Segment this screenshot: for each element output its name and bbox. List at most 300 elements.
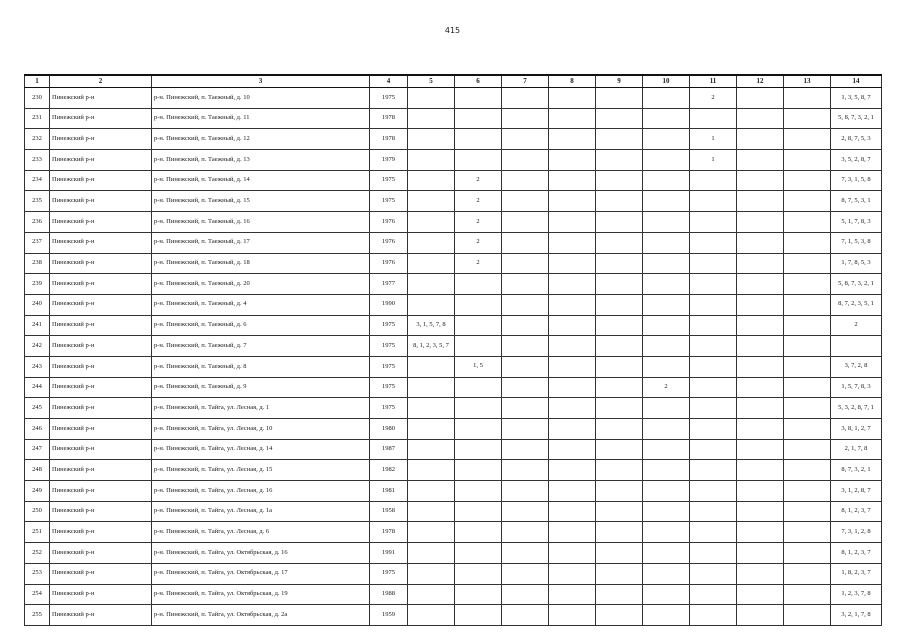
- address-cell: р-н. Пинежский, п. Тайга, ул. Лесная, д. 15: [152, 460, 370, 481]
- table-row: [25, 294, 882, 315]
- col-11-cell: [690, 460, 737, 481]
- year-cell: 1975: [370, 88, 408, 109]
- year-cell: 1975: [370, 191, 408, 212]
- district-cell: Пинежский р-н: [50, 563, 152, 584]
- col-8-cell: [549, 481, 596, 502]
- col-13-cell: [784, 563, 831, 584]
- col-13-cell: [784, 605, 831, 626]
- col-8-cell: [549, 232, 596, 253]
- col-11-cell: 1: [690, 129, 737, 150]
- col-7-cell: [502, 232, 549, 253]
- col-14-cell: 2, 8, 7, 5, 3: [831, 129, 882, 150]
- col-14-cell: 1, 5, 7, 8, 3: [831, 377, 882, 398]
- col-8-cell: [549, 460, 596, 481]
- table-row: [25, 150, 882, 171]
- column-header: 4: [370, 75, 408, 88]
- col-5-cell: [408, 274, 455, 295]
- col-6-cell: [455, 460, 502, 481]
- row-number-cell: 254: [25, 584, 50, 605]
- address-cell: р-н. Пинежский, п. Таежный, д. 11: [152, 108, 370, 129]
- col-11-cell: 2: [690, 88, 737, 109]
- housing-registry-table: [24, 74, 882, 626]
- row-number-cell: 236: [25, 212, 50, 233]
- col-12-cell: [737, 605, 784, 626]
- column-header: 11: [690, 75, 737, 88]
- col-10-cell: [643, 419, 690, 440]
- col-5-cell: [408, 605, 455, 626]
- col-5-cell: [408, 522, 455, 543]
- col-6-cell: [455, 274, 502, 295]
- table-row: [25, 212, 882, 233]
- column-header: 6: [455, 75, 502, 88]
- col-14-cell: 3, 8, 1, 2, 7: [831, 419, 882, 440]
- col-11-cell: [690, 543, 737, 564]
- col-10-cell: [643, 563, 690, 584]
- col-6-cell: 2: [455, 170, 502, 191]
- table-row: [25, 129, 882, 150]
- col-6-cell: [455, 150, 502, 171]
- col-8-cell: [549, 150, 596, 171]
- col-10-cell: [643, 150, 690, 171]
- col-13-cell: [784, 419, 831, 440]
- col-11-cell: [690, 501, 737, 522]
- col-6-cell: 2: [455, 253, 502, 274]
- col-6-cell: [455, 563, 502, 584]
- year-cell: 1978: [370, 108, 408, 129]
- year-cell: 1975: [370, 563, 408, 584]
- col-8-cell: [549, 439, 596, 460]
- district-cell: Пинежский р-н: [50, 501, 152, 522]
- col-8-cell: [549, 315, 596, 336]
- col-7-cell: [502, 398, 549, 419]
- col-11-cell: [690, 274, 737, 295]
- year-cell: 1987: [370, 439, 408, 460]
- col-10-cell: [643, 460, 690, 481]
- table-row: [25, 356, 882, 377]
- table-row: [25, 522, 882, 543]
- col-5-cell: 8, 1, 2, 3, 5, 7: [408, 336, 455, 357]
- col-12-cell: [737, 232, 784, 253]
- col-6-cell: [455, 605, 502, 626]
- col-13-cell: [784, 522, 831, 543]
- col-14-cell: 1, 8, 2, 3, 7: [831, 563, 882, 584]
- col-12-cell: [737, 294, 784, 315]
- row-number-cell: 246: [25, 419, 50, 440]
- district-cell: Пинежский р-н: [50, 274, 152, 295]
- col-11-cell: [690, 377, 737, 398]
- col-5-cell: [408, 108, 455, 129]
- col-10-cell: [643, 439, 690, 460]
- row-number-cell: 250: [25, 501, 50, 522]
- col-10-cell: [643, 522, 690, 543]
- address-cell: р-н. Пинежский, п. Тайга, ул. Лесная, д. 16: [152, 481, 370, 502]
- address-cell: р-н. Пинежский, п. Таежный, д. 10: [152, 88, 370, 109]
- col-11-cell: [690, 605, 737, 626]
- col-7-cell: [502, 543, 549, 564]
- row-number-cell: 251: [25, 522, 50, 543]
- col-9-cell: [596, 253, 643, 274]
- col-7-cell: [502, 563, 549, 584]
- col-8-cell: [549, 563, 596, 584]
- row-number-cell: 248: [25, 460, 50, 481]
- col-13-cell: [784, 191, 831, 212]
- col-9-cell: [596, 212, 643, 233]
- col-14-cell: 5, 3, 2, 8, 7, 1: [831, 398, 882, 419]
- table-row: [25, 481, 882, 502]
- row-number-cell: 241: [25, 315, 50, 336]
- col-5-cell: 3, 1, 5, 7, 8: [408, 315, 455, 336]
- col-13-cell: [784, 584, 831, 605]
- year-cell: 1980: [370, 419, 408, 440]
- col-5-cell: [408, 439, 455, 460]
- district-cell: Пинежский р-н: [50, 150, 152, 171]
- column-header: 14: [831, 75, 882, 88]
- table-row: [25, 88, 882, 109]
- address-cell: р-н. Пинежский, п. Тайга, ул. Лесная, д. 14: [152, 439, 370, 460]
- col-14-cell: 5, 8, 7, 3, 2, 1: [831, 108, 882, 129]
- column-header: 10: [643, 75, 690, 88]
- col-10-cell: [643, 191, 690, 212]
- col-11-cell: [690, 212, 737, 233]
- district-cell: Пинежский р-н: [50, 108, 152, 129]
- col-14-cell: 8, 1, 2, 3, 7: [831, 543, 882, 564]
- col-12-cell: [737, 439, 784, 460]
- col-7-cell: [502, 88, 549, 109]
- address-cell: р-н. Пинежский, п. Таежный, д. 7: [152, 336, 370, 357]
- table-row: [25, 315, 882, 336]
- address-cell: р-н. Пинежский, п. Тайга, ул. Лесная, д. 1а: [152, 501, 370, 522]
- col-9-cell: [596, 522, 643, 543]
- col-9-cell: [596, 129, 643, 150]
- col-5-cell: [408, 501, 455, 522]
- district-cell: Пинежский р-н: [50, 294, 152, 315]
- col-7-cell: [502, 439, 549, 460]
- row-number-cell: 243: [25, 356, 50, 377]
- col-9-cell: [596, 336, 643, 357]
- col-7-cell: [502, 336, 549, 357]
- col-6-cell: [455, 481, 502, 502]
- table-row: [25, 460, 882, 481]
- column-header: 13: [784, 75, 831, 88]
- col-13-cell: [784, 501, 831, 522]
- col-5-cell: [408, 481, 455, 502]
- col-6-cell: [455, 439, 502, 460]
- address-cell: р-н. Пинежский, п. Таежный, д. 14: [152, 170, 370, 191]
- address-cell: р-н. Пинежский, п. Таежный, д. 6: [152, 315, 370, 336]
- col-13-cell: [784, 543, 831, 564]
- address-cell: р-н. Пинежский, п. Таежный, д. 16: [152, 212, 370, 233]
- col-9-cell: [596, 150, 643, 171]
- col-8-cell: [549, 419, 596, 440]
- col-6-cell: [455, 294, 502, 315]
- col-11-cell: [690, 563, 737, 584]
- col-11-cell: [690, 439, 737, 460]
- registry-body: [25, 88, 882, 626]
- district-cell: Пинежский р-н: [50, 232, 152, 253]
- column-header: 9: [596, 75, 643, 88]
- col-8-cell: [549, 253, 596, 274]
- col-6-cell: [455, 543, 502, 564]
- col-13-cell: [784, 253, 831, 274]
- address-cell: р-н. Пинежский, п. Таежный, д. 4: [152, 294, 370, 315]
- col-13-cell: [784, 315, 831, 336]
- col-13-cell: [784, 336, 831, 357]
- col-10-cell: [643, 232, 690, 253]
- col-11-cell: [690, 232, 737, 253]
- col-6-cell: [455, 398, 502, 419]
- col-12-cell: [737, 274, 784, 295]
- col-14-cell: 8, 7, 3, 2, 1: [831, 460, 882, 481]
- col-5-cell: [408, 543, 455, 564]
- col-5-cell: [408, 212, 455, 233]
- col-7-cell: [502, 356, 549, 377]
- col-5-cell: [408, 253, 455, 274]
- col-6-cell: [455, 419, 502, 440]
- col-7-cell: [502, 294, 549, 315]
- col-7-cell: [502, 481, 549, 502]
- col-11-cell: [690, 419, 737, 440]
- col-5-cell: [408, 88, 455, 109]
- col-9-cell: [596, 584, 643, 605]
- address-cell: р-н. Пинежский, п. Тайга, ул. Лесная, д. 10: [152, 419, 370, 440]
- col-9-cell: [596, 460, 643, 481]
- table-row: [25, 563, 882, 584]
- col-7-cell: [502, 170, 549, 191]
- col-5-cell: [408, 150, 455, 171]
- column-header: 2: [50, 75, 152, 88]
- col-8-cell: [549, 170, 596, 191]
- col-10-cell: [643, 605, 690, 626]
- row-number-cell: 244: [25, 377, 50, 398]
- year-cell: 1979: [370, 150, 408, 171]
- year-cell: 1975: [370, 356, 408, 377]
- year-cell: 1975: [370, 315, 408, 336]
- col-10-cell: [643, 336, 690, 357]
- col-14-cell: 7, 3, 1, 5, 8: [831, 170, 882, 191]
- address-cell: р-н. Пинежский, п. Таежный, д. 12: [152, 129, 370, 150]
- col-14-cell: 3, 7, 2, 8: [831, 356, 882, 377]
- col-13-cell: [784, 377, 831, 398]
- col-14-cell: [831, 336, 882, 357]
- col-5-cell: [408, 460, 455, 481]
- col-12-cell: [737, 584, 784, 605]
- row-number-cell: 231: [25, 108, 50, 129]
- district-cell: Пинежский р-н: [50, 356, 152, 377]
- col-8-cell: [549, 584, 596, 605]
- col-6-cell: [455, 315, 502, 336]
- column-header: 12: [737, 75, 784, 88]
- col-14-cell: 2: [831, 315, 882, 336]
- address-cell: р-н. Пинежский, п. Тайга, ул. Лесная, д. 1: [152, 398, 370, 419]
- table-row: [25, 232, 882, 253]
- col-14-cell: 7, 1, 5, 3, 8: [831, 232, 882, 253]
- col-14-cell: 8, 7, 2, 3, 5, 1: [831, 294, 882, 315]
- col-11-cell: [690, 336, 737, 357]
- col-14-cell: 5, 1, 7, 8, 3: [831, 212, 882, 233]
- col-10-cell: [643, 88, 690, 109]
- col-5-cell: [408, 563, 455, 584]
- col-12-cell: [737, 191, 784, 212]
- col-12-cell: [737, 398, 784, 419]
- col-12-cell: [737, 377, 784, 398]
- col-10-cell: [643, 481, 690, 502]
- col-11-cell: [690, 294, 737, 315]
- col-9-cell: [596, 315, 643, 336]
- column-header: 8: [549, 75, 596, 88]
- col-13-cell: [784, 170, 831, 191]
- year-cell: 1978: [370, 522, 408, 543]
- col-6-cell: [455, 88, 502, 109]
- col-9-cell: [596, 274, 643, 295]
- page-number: 415: [444, 26, 461, 35]
- address-cell: р-н. Пинежский, п. Таежный, д. 9: [152, 377, 370, 398]
- col-12-cell: [737, 212, 784, 233]
- district-cell: Пинежский р-н: [50, 398, 152, 419]
- col-14-cell: 7, 3, 1, 2, 8: [831, 522, 882, 543]
- col-12-cell: [737, 543, 784, 564]
- table-row: [25, 398, 882, 419]
- col-13-cell: [784, 129, 831, 150]
- district-cell: Пинежский р-н: [50, 253, 152, 274]
- col-8-cell: [549, 356, 596, 377]
- year-cell: 1958: [370, 501, 408, 522]
- column-header: 7: [502, 75, 549, 88]
- col-10-cell: [643, 398, 690, 419]
- table-row: [25, 605, 882, 626]
- year-cell: 1977: [370, 274, 408, 295]
- col-7-cell: [502, 522, 549, 543]
- col-8-cell: [549, 212, 596, 233]
- col-10-cell: [643, 253, 690, 274]
- row-number-cell: 230: [25, 88, 50, 109]
- col-8-cell: [549, 274, 596, 295]
- table-row: [25, 336, 882, 357]
- row-number-cell: 247: [25, 439, 50, 460]
- district-cell: Пинежский р-н: [50, 605, 152, 626]
- row-number-cell: 242: [25, 336, 50, 357]
- table-row: [25, 584, 882, 605]
- col-5-cell: [408, 356, 455, 377]
- col-14-cell: 3, 1, 2, 8, 7: [831, 481, 882, 502]
- district-cell: Пинежский р-н: [50, 543, 152, 564]
- col-13-cell: [784, 439, 831, 460]
- col-6-cell: [455, 501, 502, 522]
- col-14-cell: 1, 3, 5, 8, 7: [831, 88, 882, 109]
- year-cell: 1978: [370, 129, 408, 150]
- year-cell: 1976: [370, 212, 408, 233]
- district-cell: Пинежский р-н: [50, 419, 152, 440]
- address-cell: р-н. Пинежский, п. Таежный, д. 15: [152, 191, 370, 212]
- col-5-cell: [408, 170, 455, 191]
- col-8-cell: [549, 605, 596, 626]
- year-cell: 1981: [370, 481, 408, 502]
- district-cell: Пинежский р-н: [50, 522, 152, 543]
- col-8-cell: [549, 543, 596, 564]
- col-6-cell: [455, 336, 502, 357]
- col-7-cell: [502, 191, 549, 212]
- table-row: [25, 108, 882, 129]
- col-10-cell: [643, 584, 690, 605]
- col-13-cell: [784, 108, 831, 129]
- col-8-cell: [549, 108, 596, 129]
- col-14-cell: 1, 7, 8, 5, 3: [831, 253, 882, 274]
- year-cell: 1976: [370, 253, 408, 274]
- col-6-cell: [455, 584, 502, 605]
- column-header: 1: [25, 75, 50, 88]
- col-11-cell: 1: [690, 150, 737, 171]
- col-12-cell: [737, 563, 784, 584]
- col-7-cell: [502, 501, 549, 522]
- col-9-cell: [596, 294, 643, 315]
- col-13-cell: [784, 150, 831, 171]
- col-8-cell: [549, 336, 596, 357]
- district-cell: Пинежский р-н: [50, 88, 152, 109]
- year-cell: 1982: [370, 460, 408, 481]
- column-header: 5: [408, 75, 455, 88]
- district-cell: Пинежский р-н: [50, 439, 152, 460]
- col-10-cell: [643, 212, 690, 233]
- col-10-cell: [643, 356, 690, 377]
- column-header: 3: [152, 75, 370, 88]
- district-cell: Пинежский р-н: [50, 377, 152, 398]
- row-number-cell: 239: [25, 274, 50, 295]
- col-12-cell: [737, 419, 784, 440]
- col-8-cell: [549, 398, 596, 419]
- col-13-cell: [784, 356, 831, 377]
- col-12-cell: [737, 315, 784, 336]
- row-number-cell: 234: [25, 170, 50, 191]
- district-cell: Пинежский р-н: [50, 584, 152, 605]
- col-7-cell: [502, 315, 549, 336]
- col-11-cell: [690, 108, 737, 129]
- year-cell: 1976: [370, 232, 408, 253]
- row-number-cell: 235: [25, 191, 50, 212]
- col-12-cell: [737, 336, 784, 357]
- row-number-cell: 240: [25, 294, 50, 315]
- col-13-cell: [784, 460, 831, 481]
- year-cell: 1959: [370, 605, 408, 626]
- col-7-cell: [502, 129, 549, 150]
- row-number-cell: 252: [25, 543, 50, 564]
- col-13-cell: [784, 398, 831, 419]
- col-12-cell: [737, 253, 784, 274]
- col-7-cell: [502, 212, 549, 233]
- col-11-cell: [690, 315, 737, 336]
- address-cell: р-н. Пинежский, п. Таежный, д. 8: [152, 356, 370, 377]
- col-14-cell: 8, 7, 5, 3, 1: [831, 191, 882, 212]
- col-6-cell: [455, 129, 502, 150]
- col-10-cell: [643, 129, 690, 150]
- district-cell: Пинежский р-н: [50, 170, 152, 191]
- table-row: [25, 419, 882, 440]
- year-cell: 1975: [370, 398, 408, 419]
- address-cell: р-н. Пинежский, п. Таежный, д. 13: [152, 150, 370, 171]
- district-cell: Пинежский р-н: [50, 315, 152, 336]
- col-10-cell: [643, 108, 690, 129]
- col-10-cell: [643, 501, 690, 522]
- column-number-header-row: [25, 75, 882, 88]
- col-9-cell: [596, 605, 643, 626]
- col-11-cell: [690, 522, 737, 543]
- address-cell: р-н. Пинежский, п. Тайга, ул. Октябрьская, д. 19: [152, 584, 370, 605]
- col-9-cell: [596, 563, 643, 584]
- col-9-cell: [596, 108, 643, 129]
- col-12-cell: [737, 170, 784, 191]
- col-8-cell: [549, 129, 596, 150]
- row-number-cell: 249: [25, 481, 50, 502]
- col-7-cell: [502, 584, 549, 605]
- col-5-cell: [408, 398, 455, 419]
